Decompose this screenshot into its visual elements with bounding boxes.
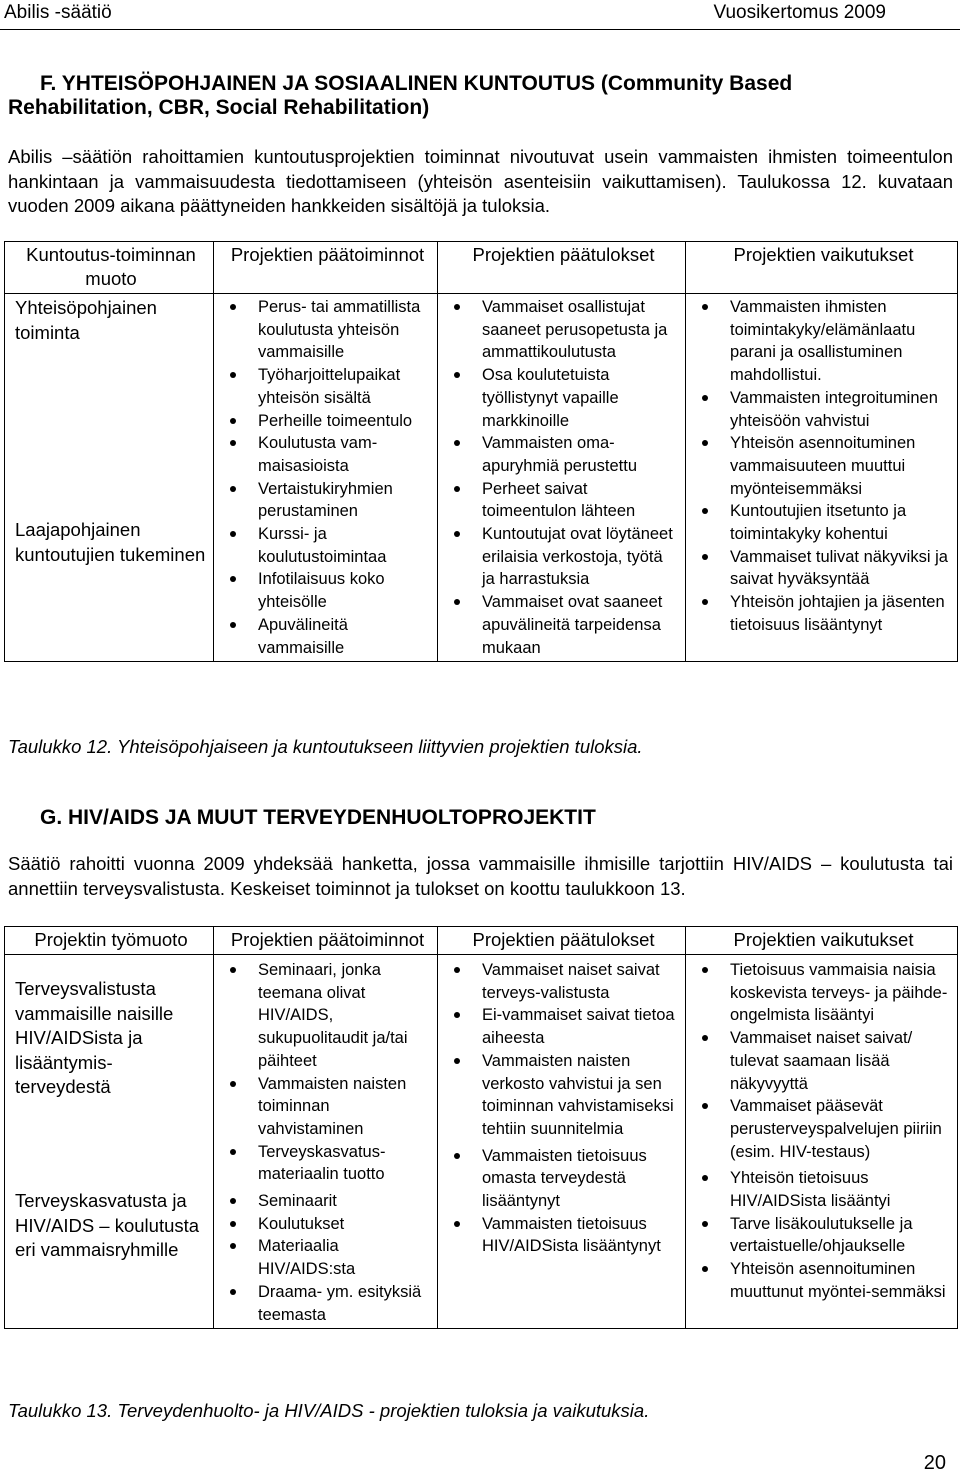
header-cell: Projektien päätoiminnot	[214, 927, 438, 955]
header-cell: Projektien päätulokset	[438, 242, 686, 294]
list-item: Kuntoutujat ovat löytäneet erilaisia verkostoja, työtä ja harrastuksia	[448, 523, 679, 591]
table-12-caption: Taulukko 12. Yhteisöpohjaiseen ja kuntoutukseen liittyvien projektien tuloksia.	[8, 736, 643, 757]
type-label: Laajapohjainen kuntoutujien tukeminen	[15, 519, 206, 565]
section-g-intro: Säätiö rahoitti vuonna 2009 yhdeksää hanketta, jossa vammaisille ihmisille tarjottiin HIV/AIDS – koulutusta tai annettiin terveysvalistusta. Keskeiset toiminnot ja tulokset on koottu taulukkoon 13.	[8, 853, 953, 899]
section-g-title: G. HIV/AIDS JA MUUT TERVEYDENHUOLTOPROJEKTIT	[40, 806, 596, 829]
list-item: Osa koulutetuista työllistynyt vapaille markkinoille	[448, 364, 679, 432]
list-item: Koulutusta vam-maisasioista	[224, 432, 431, 477]
bullet-list	[696, 959, 951, 1163]
list-item: Vammaisten integroituminen yhteisöön vahvistui	[696, 387, 951, 432]
list-item: Materiaalia HIV/AIDS:sta	[224, 1235, 431, 1280]
impacts-cell	[686, 955, 958, 1329]
list-item: Vammaiset pääsevät perusterveyspalvelujen piiriin (esim. HIV-testaus)	[696, 1095, 951, 1163]
list-item: Seminaari, jonka teemana olivat HIV/AIDS, sukupuolitaudit ja/tai päihteet	[224, 959, 431, 1073]
list-item: Yhteisön tietoisuus HIV/AIDSista lisääntyi	[696, 1167, 951, 1212]
bullet-list	[696, 1167, 951, 1303]
list-item: Kurssi- ja koulutustoimintaa	[224, 523, 431, 568]
list-item: Seminaarit	[224, 1190, 431, 1213]
results-cell	[438, 294, 686, 662]
list-item: Terveyskasvatus-materiaalin tuotto	[224, 1141, 431, 1186]
list-item: Vammaiset ovat saaneet apuvälineitä tarpeidensa mukaan	[448, 591, 679, 659]
list-item: Työharjoittelupaikat yhteisön sisältä	[224, 364, 431, 409]
list-item: Vertaistukiryhmien perustaminen	[224, 478, 431, 523]
bullet-list	[448, 959, 679, 1141]
list-item: Tarve lisäkoulutukselle ja vertaistuelle/ohjaukselle	[696, 1213, 951, 1258]
type-cell	[5, 294, 214, 662]
section-f-title-line2: Rehabilitation, CBR, Social Rehabilitation)	[8, 96, 430, 119]
activities-cell	[214, 294, 438, 662]
list-item: Perus- tai ammatillista koulutusta yhteisön vammaisille	[224, 296, 431, 364]
impacts-cell	[686, 294, 958, 662]
list-item: Vammaiset naiset saivat/ tulevat saamaan lisää näkyvyyttä	[696, 1027, 951, 1095]
header-left: Abilis -säätiö	[4, 2, 112, 23]
bullet-list	[224, 1190, 431, 1326]
list-item: Vammaiset naiset saivat terveys-valistusta	[448, 959, 679, 1004]
header-cell: Kuntoutus-toiminnan muoto	[5, 242, 214, 294]
table-row	[5, 294, 958, 662]
type-label: Yhteisöpohjainen toiminta	[15, 297, 157, 343]
section-f-title-line1: F. YHTEISÖPOHJAINEN JA SOSIAALINEN KUNTOUTUS (Community Based	[40, 72, 793, 95]
bullet-list	[224, 296, 431, 478]
activities-cell	[214, 955, 438, 1329]
bullet-list	[448, 1145, 679, 1259]
list-item: Vammaisten naisten verkosto vahvistui ja sen toiminnan vahvistamiseksi tehtiin suunnitelmia	[448, 1050, 679, 1141]
list-item: Vammaisten naisten toiminnan vahvistaminen	[224, 1073, 431, 1141]
list-item: Draama- ym. esityksiä teemasta	[224, 1281, 431, 1326]
header-cell: Projektien päätoiminnot	[214, 242, 438, 294]
running-header	[0, 0, 960, 30]
bullet-list	[448, 296, 679, 523]
table-13	[4, 926, 958, 1329]
list-item: Tietoisuus vammaisia naisia koskevista terveys- ja päihde-ongelmista lisääntyi	[696, 959, 951, 1027]
bullet-list	[448, 523, 679, 659]
table-12-header	[5, 242, 958, 294]
table-12	[4, 241, 958, 662]
list-item: Apuvälineitä vammaisille	[224, 614, 431, 659]
page-number: 20	[923, 1452, 946, 1474]
header-cell: Projektin työmuoto	[5, 927, 214, 955]
list-item: Yhteisön asennoituminen vammaisuuteen muuttui myönteisemmäksi	[696, 432, 951, 500]
type-label: Terveyskasvatusta ja HIV/AIDS – koulutusta eri vammaisryhmille	[15, 1190, 200, 1260]
list-item: Vammaiset osallistujat saaneet perusopetusta ja ammattikoulutusta	[448, 296, 679, 364]
table-13-caption: Taulukko 13. Terveydenhuolto- ja HIV/AIDS - projektien tuloksia ja vaikutuksia.	[8, 1400, 650, 1421]
list-item: Ei-vammaiset saivat tietoa aiheesta	[448, 1004, 679, 1049]
list-item: Vammaisten oma-apuryhmiä perustettu	[448, 432, 679, 477]
list-item: Koulutukset	[224, 1213, 431, 1236]
type-label: Terveysvalistusta vammaisille naisille HIV/AIDSista ja lisääntymis-terveydestä	[15, 978, 174, 1097]
type-cell	[5, 955, 214, 1329]
header-cell: Projektien vaikutukset	[686, 927, 958, 955]
results-cell	[438, 955, 686, 1329]
header-cell: Projektien päätulokset	[438, 927, 686, 955]
list-item: Perheet saivat toimeentulon lähteen	[448, 478, 679, 523]
bullet-list	[224, 959, 431, 1186]
bullet-list	[696, 296, 951, 500]
list-item: Vammaiset tulivat näkyviksi ja saivat hyväksyntää	[696, 546, 951, 591]
list-item: Vammaisten tietoisuus HIV/AIDSista lisääntynyt	[448, 1213, 679, 1258]
bullet-list	[224, 478, 431, 660]
list-item: Yhteisön asennoituminen muuttunut myöntei-semmäksi	[696, 1258, 951, 1303]
table-13-header	[5, 927, 958, 955]
table-row	[5, 955, 958, 1329]
header-right: Vuosikertomus 2009	[713, 2, 886, 23]
list-item: Perheille toimeentulo	[224, 410, 431, 433]
list-item: Infotilaisuus koko yhteisölle	[224, 568, 431, 613]
section-f-intro: Abilis –säätiön rahoittamien kuntoutusprojektien toiminnat nivoutuvat usein vammaisten ihmisten toimeentulon hankintaan ja vammaisuudesta tiedottamiseen (yhteisön asenteisiin vaikuttamisen). Taulukossa 12. kuvataan vuoden 2009 aikana päättyneiden hankkeiden sisältöjä ja tuloksia.	[8, 146, 953, 216]
bullet-list	[696, 500, 951, 636]
list-item: Yhteisön johtajien ja jäsenten tietoisuus lisääntynyt	[696, 591, 951, 636]
list-item: Vammaisten ihmisten toimintakyky/elämänlaatu parani ja osallistuminen mahdollistui.	[696, 296, 951, 387]
header-cell: Projektien vaikutukset	[686, 242, 958, 294]
header-rule	[0, 29, 960, 30]
list-item: Vammaisten tietoisuus omasta terveydestä lisääntynyt	[448, 1145, 679, 1213]
list-item: Kuntoutujien itsetunto ja toimintakyky kohentui	[696, 500, 951, 545]
